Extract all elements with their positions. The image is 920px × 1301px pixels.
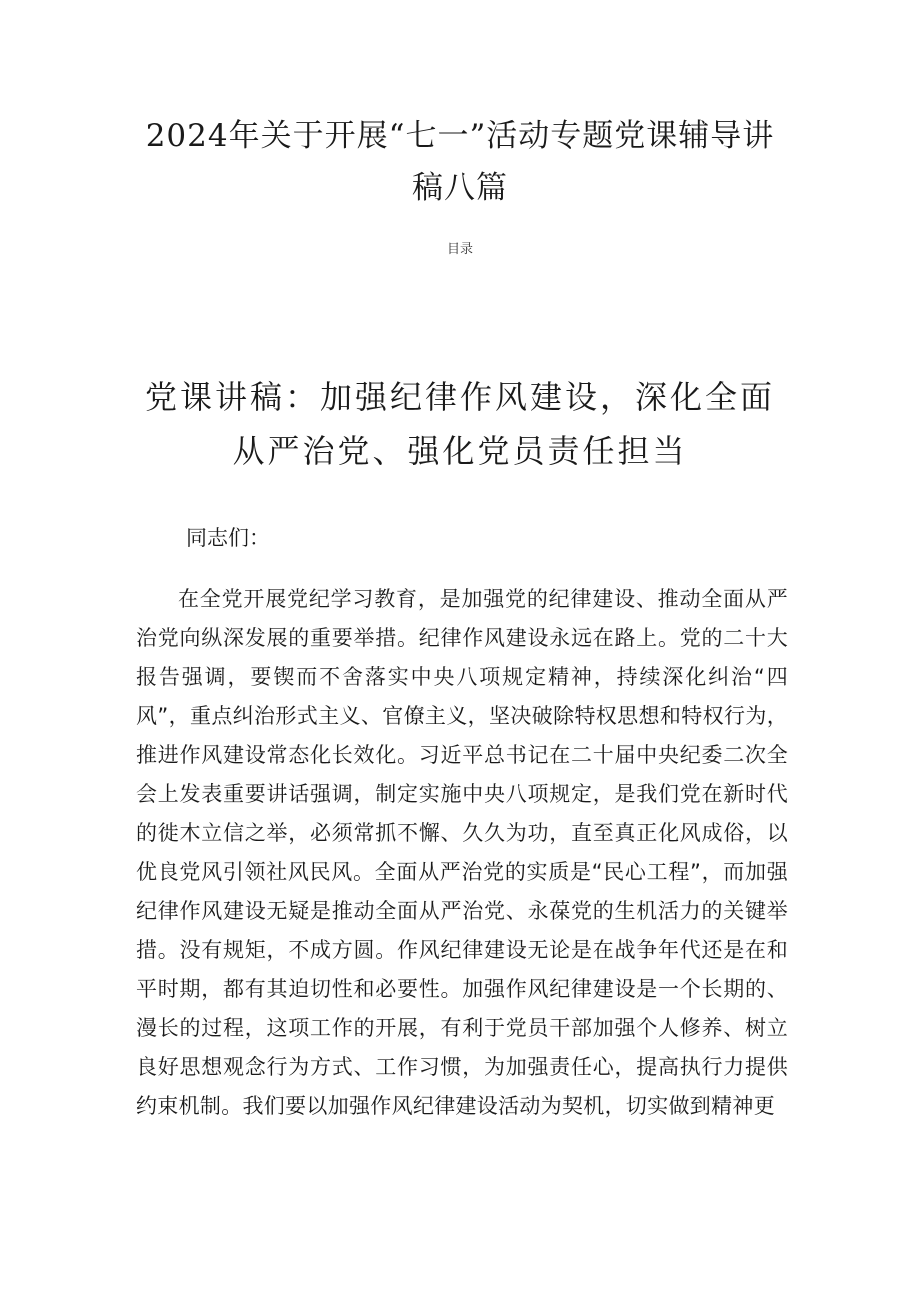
table-of-contents-label: 目录 bbox=[446, 242, 473, 257]
salutation: 同志们： bbox=[186, 526, 270, 550]
document-title: 2024年关于开展“七一”活动专题党课辅导讲稿八篇 bbox=[145, 118, 775, 206]
section-title: 党课讲稿：加强纪律作风建设，深化全面从严治党、强化党员责任担当 bbox=[144, 378, 775, 470]
body-paragraph: 在全党开展党纪学习教育，是加强党的纪律建设、推动全面从严治党向纵深发展的重要举措。纪律作风建设永远在路上。党的二十大报告强调，要锲而不舍落实中央八项规定精神，持续深化纠治“四风”，重点纠治形式主义、官僚主义，坚决破除特权思想和特权行为，推进作风建设常态化长效化。习近平总书记在二十届中央纪委二次全会上发表重要讲话强调，制定实施中央八项规定，是我们党在新时代的徙木立信之举，必须常抓不懈、久久为功，直至真正化风成俗，以优良党风引领社风民风。全面从严治党的实质是“民心工程”，而加强纪律作风建设无疑是推动全面从严治党、永葆党的生机活力的关键举措。没有规矩，不成方圆。作风纪律建设无论是在战争年代还是在和平时期，都有其迫切性和必要性。加强作风纪律建设是一个长期的、漫长的过程，这项工作的开展，有利于党员干部加强个人修养、树立良好思想观念行为方式、工作习惯，为加强责任心，提高执行力提供约束机制。我们要以加强作风纪律建设活动为契机，切实做到精神更 bbox=[136, 587, 788, 1118]
